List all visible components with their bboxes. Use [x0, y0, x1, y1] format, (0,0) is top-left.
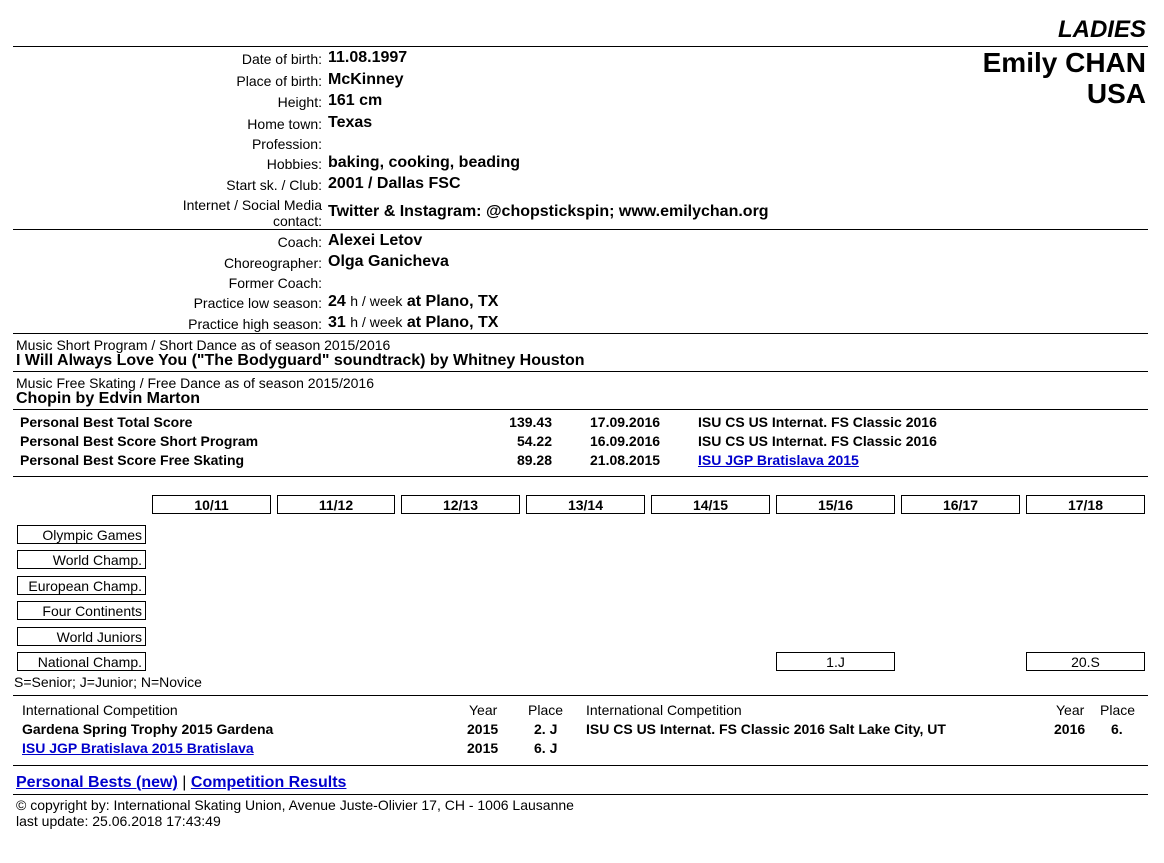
club-label: Start sk. / Club: [226, 177, 322, 193]
intl-header-competition: International Competition [22, 702, 178, 718]
pb-short-event: ISU CS US Internat. FS Classic 2016 [698, 433, 937, 449]
championship-olympic: Olympic Games [17, 525, 146, 544]
intl-comp-name-right: ISU CS US Internat. FS Classic 2016 Salt Lake City, UT [586, 721, 946, 737]
championship-european: European Champ. [17, 576, 146, 595]
music-short-value: I Will Always Love You ("The Bodyguard" soundtrack) by Whitney Houston [16, 352, 585, 369]
intl-header-competition-right: International Competition [586, 702, 742, 718]
intl-comp-year: 2015 [467, 721, 499, 737]
intl-header-year-right: Year [1056, 702, 1085, 718]
season-header: 12/13 [401, 495, 520, 514]
national-result-1516: 1.J [776, 652, 895, 671]
pb-short-score: 54.22 [516, 433, 552, 449]
pb-total-score: 139.43 [509, 414, 552, 430]
hometown-value: Texas [328, 114, 373, 131]
pb-short-date: 16.09.2016 [590, 433, 661, 449]
internet-label-line2: contact: [272, 213, 322, 229]
intl-header-year: Year [469, 702, 498, 718]
hometown-label: Home town: [247, 116, 322, 132]
pb-total-date: 17.09.2016 [590, 414, 661, 430]
intl-comp-place-right: 6. [1111, 721, 1123, 737]
last-update: last update: 25.06.2018 17:43:49 [16, 813, 221, 829]
intl-comp-year-right: 2016 [1054, 721, 1086, 737]
divider [13, 371, 1148, 372]
practice-high-place: at Plano, TX [406, 314, 499, 331]
former-coach-label: Former Coach: [228, 275, 322, 291]
practice-high-value [328, 314, 498, 332]
hobbies-label: Hobbies: [266, 156, 322, 172]
national-result-1718: 20.S [1026, 652, 1145, 671]
pb-short-label: Personal Best Score Short Program [20, 433, 259, 449]
pb-free-score: 89.28 [516, 452, 552, 468]
pb-free-date: 21.08.2015 [590, 452, 661, 468]
season-header: 16/17 [901, 495, 1020, 514]
championship-world: World Champ. [17, 550, 146, 569]
competition-results-link[interactable]: Competition Results [190, 774, 347, 791]
internet-label-line1: Internet / Social Media [182, 197, 322, 213]
intl-comp-place: 6. J [534, 740, 558, 756]
championship-world-juniors: World Juniors [17, 627, 146, 646]
intl-comp-place: 2. J [534, 721, 558, 737]
dob-label: Date of birth: [241, 51, 322, 67]
intl-comp-year: 2015 [467, 740, 499, 756]
pob-value: McKinney [328, 71, 404, 88]
intl-comp-link[interactable]: ISU JGP Bratislava 2015 Bratislava [22, 740, 254, 756]
divider [13, 794, 1148, 795]
season-header: 14/15 [651, 495, 770, 514]
pb-free-event-link[interactable]: ISU JGP Bratislava 2015 [698, 452, 859, 468]
choreographer-label: Choreographer: [223, 255, 322, 271]
divider [13, 46, 1148, 47]
divider [13, 695, 1148, 696]
season-header: 13/14 [526, 495, 645, 514]
pb-total-event: ISU CS US Internat. FS Classic 2016 [698, 414, 937, 430]
music-free-label: Music Free Skating / Free Dance as of season 2015/2016 [16, 375, 374, 391]
footer-links [16, 774, 346, 792]
divider [13, 333, 1148, 334]
practice-low-hours: 24 [328, 293, 346, 310]
intl-header-place: Place [528, 702, 564, 718]
personal-bests-link[interactable]: Personal Bests (new) [16, 774, 178, 791]
divider [13, 409, 1148, 410]
practice-low-label: Practice low season: [193, 295, 322, 311]
pb-total-label: Personal Best Total Score [20, 414, 193, 430]
level-legend: S=Senior; J=Junior; N=Novice [14, 674, 202, 690]
height-label: Height: [277, 94, 322, 110]
season-header: 11/12 [277, 495, 395, 514]
coach-label: Coach: [277, 234, 322, 250]
dob-value: 11.08.1997 [328, 49, 408, 66]
championship-four-continents: Four Continents [17, 601, 146, 620]
practice-low-unit: h / week [350, 293, 403, 309]
copyright: © copyright by: International Skating Union, Avenue Juste-Olivier 17, CH - 1006 Lausanne [16, 797, 574, 813]
practice-low-value [328, 293, 498, 311]
category-title: LADIES [1057, 16, 1146, 43]
divider [13, 229, 1148, 230]
championship-national: National Champ. [17, 652, 146, 671]
footer-separator: | [182, 774, 187, 791]
pob-label: Place of birth: [236, 73, 322, 89]
coach-value: Alexei Letov [328, 232, 423, 249]
season-header: 15/16 [776, 495, 895, 514]
music-free-value: Chopin by Edvin Marton [16, 390, 200, 407]
divider [13, 765, 1148, 766]
practice-low-place: at Plano, TX [406, 293, 499, 310]
skater-name: Emily CHAN [982, 47, 1146, 78]
music-short-label: Music Short Program / Short Dance as of season 2015/2016 [16, 337, 391, 353]
choreographer-value: Olga Ganicheva [328, 253, 449, 270]
hobbies-value: baking, cooking, beading [328, 154, 521, 171]
practice-high-label: Practice high season: [188, 316, 322, 332]
height-value: 161 cm [328, 92, 383, 109]
intl-comp-name: Gardena Spring Trophy 2015 Gardena [22, 721, 274, 737]
intl-header-place-right: Place [1100, 702, 1136, 718]
club-value: 2001 / Dallas FSC [328, 175, 461, 192]
profession-label: Profession: [251, 136, 322, 152]
season-header: 17/18 [1026, 495, 1145, 514]
pb-free-label: Personal Best Score Free Skating [20, 452, 245, 468]
divider [13, 476, 1148, 477]
practice-high-hours: 31 [328, 314, 346, 331]
practice-high-unit: h / week [350, 314, 403, 330]
skater-nation: USA [1086, 78, 1146, 109]
season-header: 10/11 [152, 495, 271, 514]
internet-value: Twitter & Instagram: @chopstickspin; www.emilychan.org [328, 203, 769, 220]
